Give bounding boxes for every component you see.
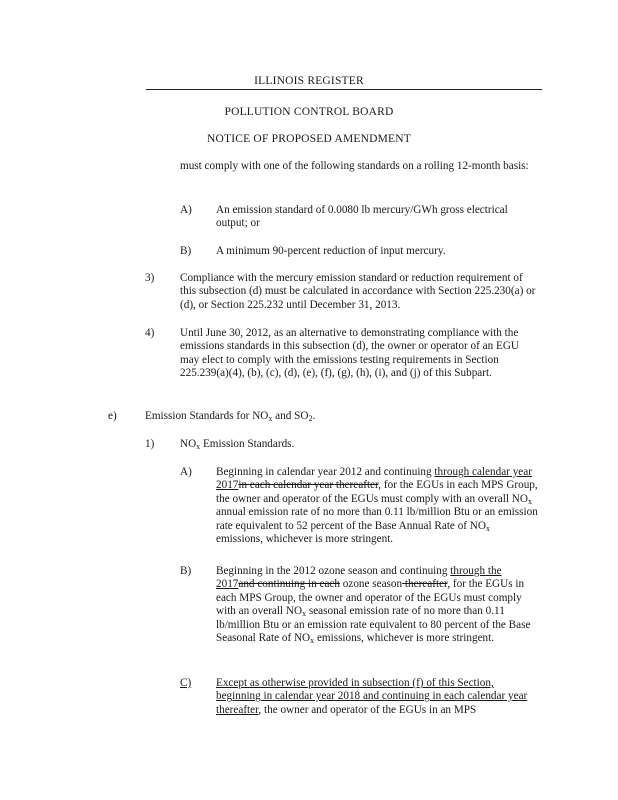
- item-3-text: Compliance with the mercury emission standard or reduction requirement of this subsection (d) must be calculated in accordance with Section 225.230(a) or (d), or Section 225.232 until December 31, 2013.: [180, 272, 536, 311]
- item-1-label: 1): [145, 438, 155, 450]
- item-4-text: Until June 30, 2012, as an alternative to demonstrating compliance with the emissions standards in this subsection (d), the owner or operator of an EGU may elect to comply with the emissions testing requirements in Section 225.239(a)(4), (b), (c), (d), (e), (f), (g), (h), (i), and (j) of this Subpart.: [180, 327, 519, 380]
- nox-b-label: B): [180, 565, 192, 577]
- nox-a-text: Beginning in calendar year 2012 and continuing through calendar year 2017in each calendar year thereafter, for the EGUs in each MPS Group, the owner and operator of the EGUs must comply with an overall $NO_x$ annual emission rate of no more than 0.11 lb/million Btu or an emission rate equivalent to 52 percent of the Base Annual Rate of $NO_x$ emissions, whichever is more stringent.: [216, 466, 538, 546]
- list-b-text: A minimum 90-percent reduction of input mercury.: [216, 245, 446, 257]
- section-e-heading: Emission Standards for $NO_x$ and $SO_2$.: [145, 410, 316, 423]
- item-4-label: 4): [145, 327, 155, 339]
- section-e-label: e): [108, 410, 117, 422]
- nox-c-text: Except as otherwise provided in subsection (f) of this Section, beginning in calendar year 2018 and continuing in each calendar year thereafter, the owner and operator of the EGUs in an MPS: [216, 677, 528, 716]
- list-b-label: B): [180, 245, 192, 257]
- intro-paragraph: must comply with one of the following standards on a rolling 12-month basis:: [180, 160, 529, 172]
- list-a-label: A): [180, 204, 192, 216]
- nox-a-label: A): [180, 466, 192, 478]
- nox-b-text: Beginning in the 2012 ozone season and continuing through the 2017and continuing in each ozone season thereafter, for the EGUs in each MPS Group, the owner and operator of the EGUs must comply with an overall $NO_x$ seasonal emission rate of no more than 0.11 lb/million Btu or an emission rate equivalent to 80 percent of the Base Seasonal Rate of $NO_x$ emissions, whichever is more stringent.: [216, 565, 531, 646]
- header-rule: [146, 89, 542, 90]
- board-title: POLLUTION CONTROL BOARD: [224, 106, 394, 118]
- register-title: ILLINOIS REGISTER: [254, 75, 364, 87]
- nox-c-label: C): [180, 677, 192, 689]
- item-3-label: 3): [145, 272, 155, 284]
- list-a-text: An emission standard of 0.0080 lb mercury/GWh gross electrical output; or: [216, 204, 508, 230]
- item-1-heading: $NO_x$ Emission Standards.: [180, 438, 295, 451]
- notice-title: NOTICE OF PROPOSED AMENDMENT: [207, 133, 411, 145]
